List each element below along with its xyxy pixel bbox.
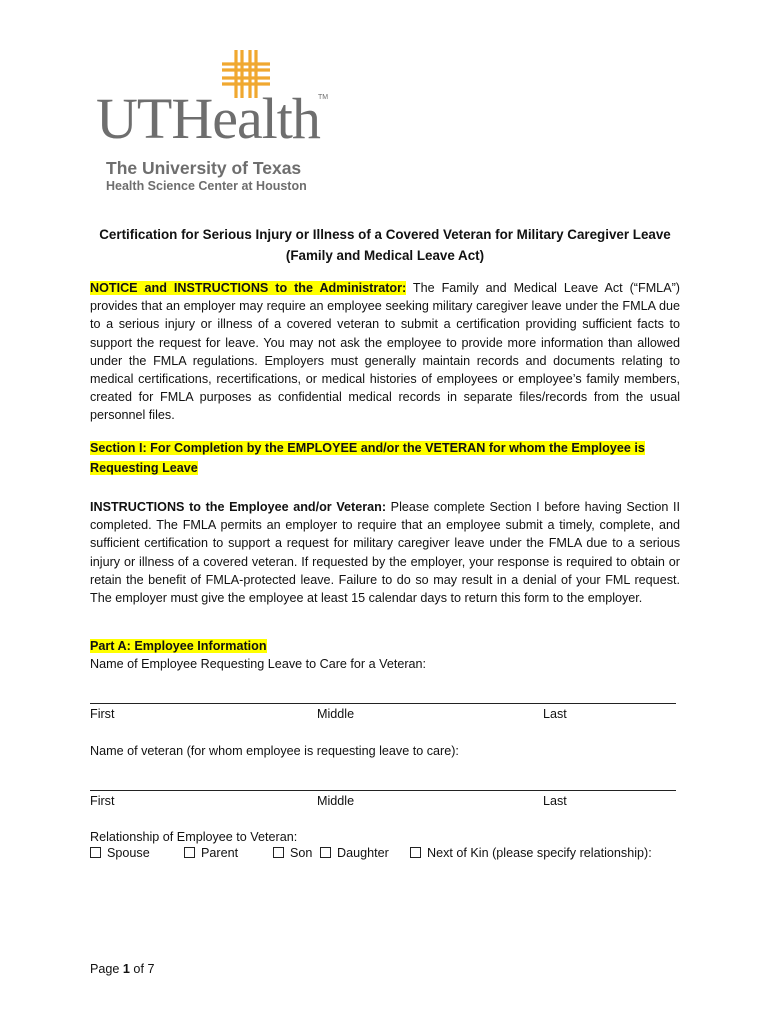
section-1-heading	[90, 438, 680, 478]
instructions-label: INSTRUCTIONS to the Employee and/or Veteran:	[90, 500, 387, 514]
section-1-heading-line-1: Section I: For Completion by the EMPLOYEE and/or the VETERAN for whom the Employee is	[90, 441, 645, 455]
trademark-symbol: TM	[318, 94, 329, 101]
checkbox-icon	[320, 847, 331, 858]
title-line-1: Certification for Serious Injury or Illness of a Covered Veteran for Military Caregiver Leave	[99, 227, 671, 242]
checkbox-icon	[184, 847, 195, 858]
checkbox-icon	[90, 847, 101, 858]
veteran-name-sublabels	[90, 794, 680, 810]
notice-label: NOTICE and INSTRUCTIONS to the Administrator:	[90, 281, 407, 295]
checkbox-next-of-kin[interactable]: Next of Kin (please specify relationship):	[410, 846, 652, 860]
instructions-paragraph	[90, 498, 680, 607]
first-label: First	[90, 707, 115, 721]
part-a-heading: Part A: Employee Information	[90, 639, 267, 653]
last-label: Last	[543, 707, 567, 721]
current-page: 1	[122, 962, 130, 976]
employee-name-field[interactable]	[90, 703, 676, 704]
relationship-options	[90, 846, 690, 864]
instructions-text: Please complete Section I before having Section II completed. The FMLA permits an employer to require that an employee submit a timely, complete, and sufficient certification to support a request for military caregiver leave under the FMLA due to a serious injury or illness of a covered veteran. If requested by the employer, your response is required to obtain or retain the benefit of FMLA-protected leave. Failure to do so may result in a denial of your FML request. The employer must give the employee at least 15 calendar days to return this form to the employer.	[90, 500, 680, 606]
employee-name-label: Name of Employee Requesting Leave to Care for a Veteran:	[90, 657, 427, 671]
checkbox-daughter[interactable]: Daughter	[320, 846, 389, 860]
last-label: Last	[543, 794, 567, 808]
document-title	[90, 224, 680, 266]
checkbox-spouse[interactable]: Spouse	[90, 846, 150, 860]
checkbox-son[interactable]: Son	[273, 846, 312, 860]
checkbox-parent[interactable]: Parent	[184, 846, 238, 860]
logo-wordmark: UTHealth	[96, 86, 320, 151]
uthealth-logo	[96, 48, 336, 198]
checkbox-icon	[273, 847, 284, 858]
notice-paragraph	[90, 279, 680, 425]
employee-name-sublabels	[90, 707, 680, 723]
veteran-name-label: Name of veteran (for whom employee is requesting leave to care):	[90, 744, 459, 758]
relationship-label: Relationship of Employee to Veteran:	[90, 830, 298, 844]
checkbox-icon	[410, 847, 421, 858]
logo-university-name: The University of Texas	[106, 158, 302, 178]
first-label: First	[90, 794, 115, 808]
middle-label: Middle	[317, 707, 355, 721]
section-1-heading-line-2: Requesting Leave	[90, 461, 198, 475]
logo-campus-name: Health Science Center at Houston	[106, 179, 307, 193]
middle-label: Middle	[317, 794, 355, 808]
total-pages: 7	[147, 962, 155, 976]
veteran-name-field[interactable]	[90, 790, 676, 791]
notice-text: The Family and Medical Leave Act (“FMLA”) provides that an employer may require an employee seeking military caregiver leave under the FMLA due to a serious injury or illness of a covered veteran to submit a certification providing sufficient facts to support the request for leave. You may not ask the employee to provide more information than allowed under the FMLA regulations. Employers must generally maintain records and documents relating to medical certifications, recertifications, or medical histories of employees or employee’s family members, created for FMLA purposes as confidential medical records in separate files/records from the usual personnel files.	[90, 281, 680, 423]
page-number: Page 1 of 7	[90, 962, 155, 976]
title-line-2: (Family and Medical Leave Act)	[285, 248, 485, 263]
